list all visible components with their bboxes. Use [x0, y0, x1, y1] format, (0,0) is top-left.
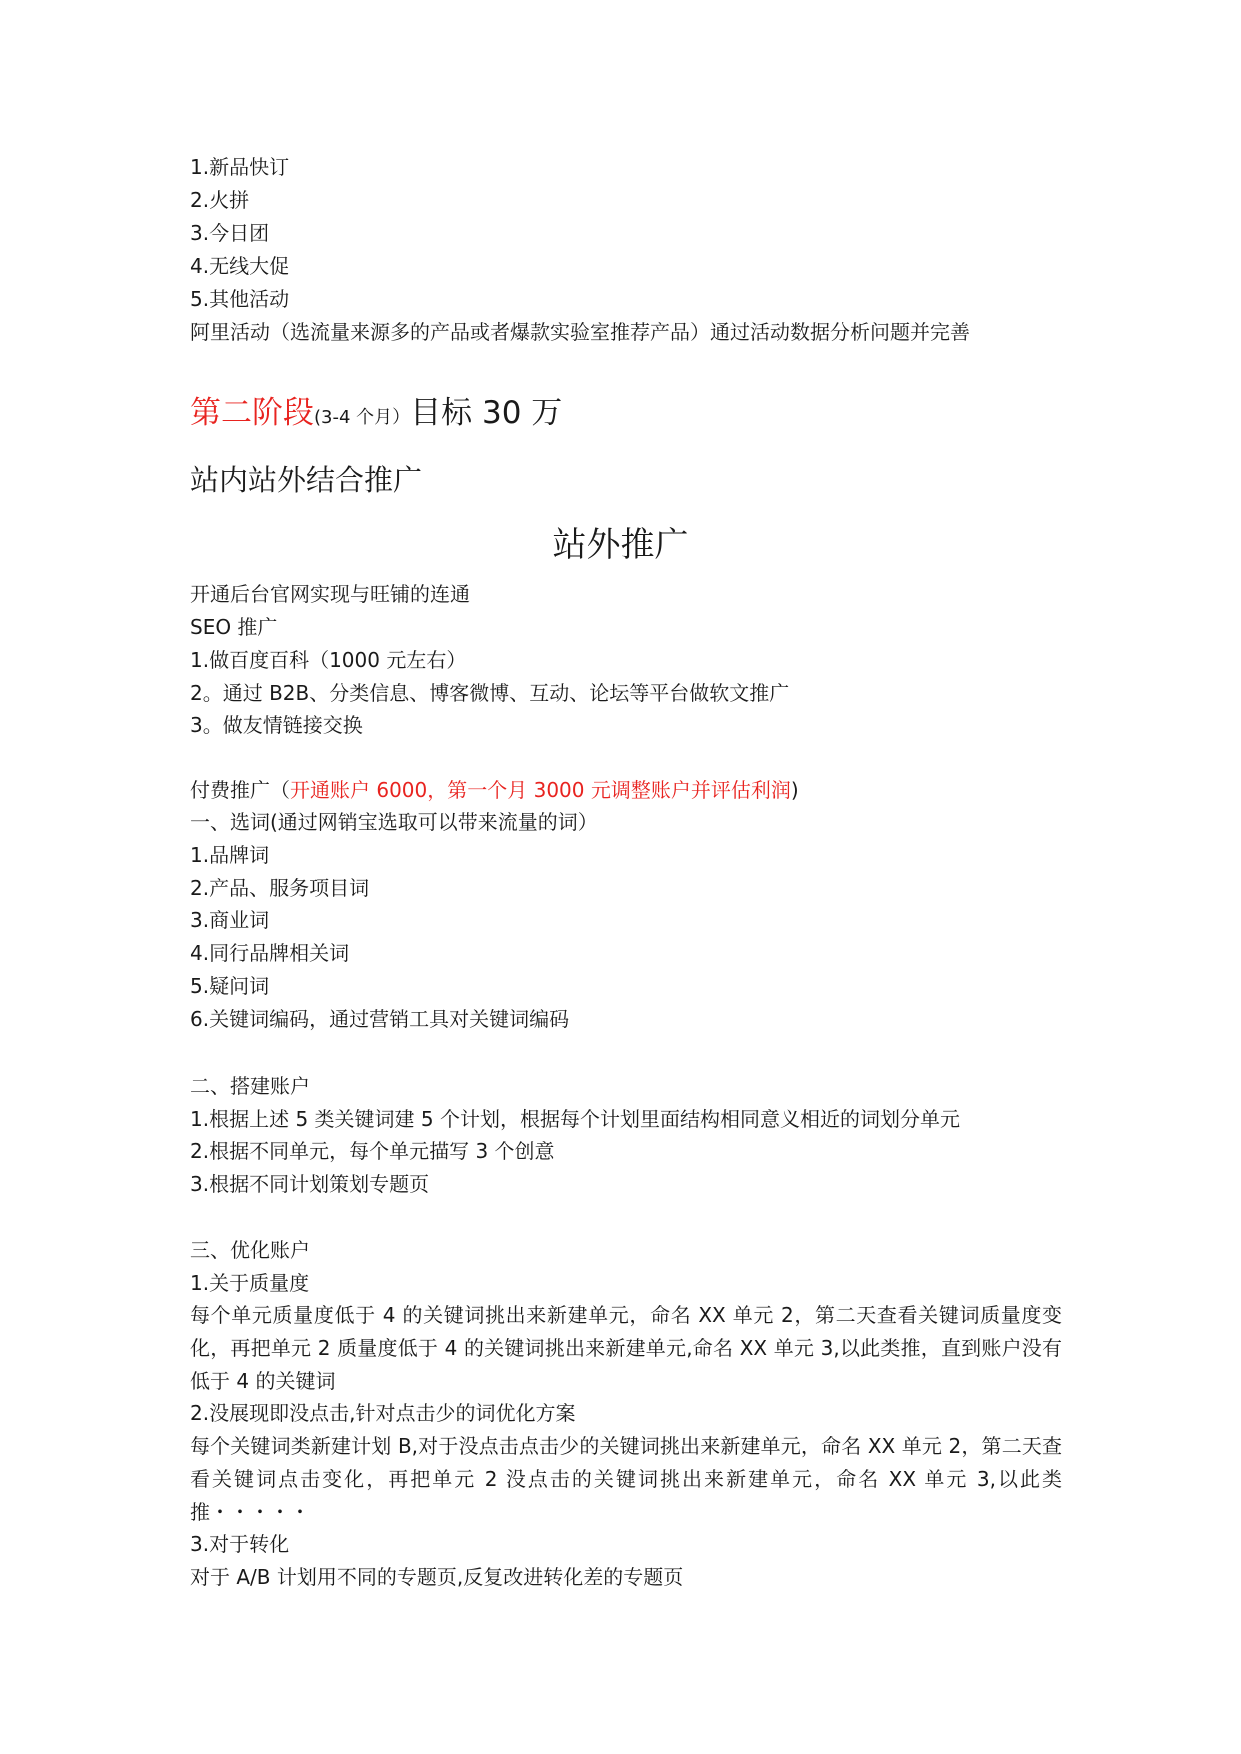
seo-item: 3。做友情链接交换 [190, 713, 363, 737]
optimize-title: 三、优化账户 [190, 1238, 310, 1262]
seo-heading: SEO 推广 [190, 615, 278, 639]
paid-label: 付费推广（ [190, 778, 290, 802]
stage2-period: (3-4 个月） [314, 407, 411, 428]
combined-heading: 站内站外结合推广 [190, 463, 423, 497]
select-word-item: 4.同行品牌相关词 [190, 941, 350, 965]
conversion-text: 对于 A/B 计划用不同的专题页,反复改进转化差的专题页 [190, 1565, 684, 1589]
quality-text: 每个单元质量度低于 4 的关键词挑出来新建单元，命名 XX 单元 2，第二天查看关键词质量度变化，再把单元 2 质量度低于 4 的关键词挑出来新建单元,命名 XX 单元 3,以此类推，直到账户没有低于 4 的关键词 [190, 1303, 1062, 1393]
build-account-item: 1.根据上述 5 类关键词建 5 个计划，根据每个计划里面结构相同意义相近的词划分单元 [190, 1107, 960, 1131]
stage2-title: 第二阶段 [190, 395, 314, 431]
activity-item: 4.无线大促 [190, 254, 290, 278]
click-text: 每个关键词类新建计划 B,对于没点击点击少的关键词挑出来新建单元，命名 XX 单元 2，第二天查看关键词点击变化，再把单元 2 没点击的关键词挑出来新建单元，命名 XX 单元 3,以此类推・・・・・ [190, 1434, 1062, 1524]
activity-item: 2.火拼 [190, 188, 250, 212]
offsite-line: 开通后台官网实现与旺铺的连通 [190, 582, 470, 606]
select-word-item: 2.产品、服务项目词 [190, 876, 370, 900]
seo-item: 1.做百度百科（1000 元左右） [190, 648, 467, 672]
select-words-title: 一、选词(通过网销宝选取可以带来流量的词） [190, 810, 598, 834]
conversion-title: 3.对于转化 [190, 1532, 290, 1556]
build-account-item: 3.根据不同计划策划专题页 [190, 1172, 430, 1196]
select-word-item: 3.商业词 [190, 908, 270, 932]
stage2-goal: 目标 30 万 [410, 395, 563, 431]
paid-detail: 开通账户 6000，第一个月 3000 元调整账户并评估利润 [290, 778, 791, 802]
quality-title: 1.关于质量度 [190, 1271, 310, 1295]
activity-item: 5.其他活动 [190, 287, 290, 311]
build-account-item: 2.根据不同单元，每个单元描写 3 个创意 [190, 1139, 555, 1163]
select-word-item: 5.疑问词 [190, 974, 270, 998]
ali-activity-text: 阿里活动（选流量来源多的产品或者爆款实验室推荐产品）通过活动数据分析问题并完善 [190, 320, 970, 344]
build-account-title: 二、搭建账户 [190, 1074, 310, 1098]
activity-item: 3.今日团 [190, 221, 270, 245]
activity-item: 1.新品快订 [190, 155, 290, 179]
select-word-item: 6.关键词编码，通过营销工具对关键词编码 [190, 1007, 570, 1031]
stage2-heading [190, 393, 562, 438]
offsite-title: 站外推广 [552, 525, 689, 565]
paid-heading [190, 774, 799, 807]
select-word-item: 1.品牌词 [190, 843, 270, 867]
click-title: 2.没展现即没点击,针对点击少的词优化方案 [190, 1401, 576, 1425]
paid-end: ) [790, 778, 799, 802]
seo-item: 2。通过 B2B、分类信息、博客微博、互动、论坛等平台做软文推广 [190, 681, 790, 705]
